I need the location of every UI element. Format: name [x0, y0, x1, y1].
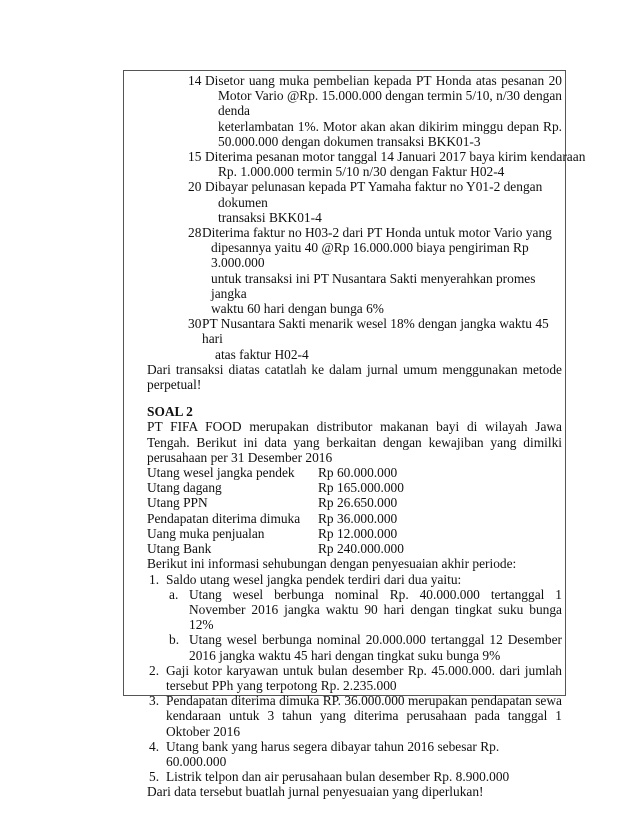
sub-list-text: Utang wesel berbunga nominal Rp. 40.000.000 tertanggal 1 November 2016 jangka waktu 90 hari dengan tingkat suku bunga 12% — [189, 586, 562, 633]
account-row — [147, 541, 562, 556]
transaction-line: Diterima pesanan motor tanggal 14 Januari 2017 baya kirim kendaraan — [205, 149, 586, 165]
account-row — [147, 480, 562, 495]
transaction-line: Motor Vario @Rp. 15.000.000 dengan termin 5/10, n/30 dengan denda — [218, 88, 562, 119]
list-item — [147, 769, 562, 784]
account-amount: Rp 240.000.000 — [318, 541, 404, 557]
transaction-line: transaksi BKK01-4 — [218, 209, 322, 225]
transaction-item — [147, 179, 562, 225]
transaction-day: 20 — [188, 179, 202, 195]
account-name: Utang dagang — [147, 480, 222, 496]
sub-list-letter: a. — [169, 586, 179, 602]
account-amount: Rp 36.000.000 — [318, 510, 398, 526]
account-name: Utang Bank — [147, 541, 212, 557]
account-amount: Rp 165.000.000 — [318, 480, 404, 496]
section-intro: PT FIFA FOOD merupakan distributor makanan bayi di wilayah Jawa Tengah. Berikut ini data yang berkaitan dengan kewajiban yang dimilki perusahaan per 31 Desember 2016 — [147, 419, 562, 465]
sub-list-item — [147, 587, 562, 633]
transaction-line: dipesannya yaitu 40 @Rp 16.000.000 biaya pengiriman Rp 3.000.000 — [211, 240, 529, 271]
transaction-item — [147, 225, 562, 316]
transaction-line: dokumen — [218, 194, 268, 210]
instruction-text: Dari transaksi diatas catatlah ke dalam jurnal umum menggunakan metode perpetual! — [147, 361, 562, 393]
transaction-line: keterlambatan 1%. Motor akan akan dikirim minggu depan Rp. — [218, 118, 562, 134]
closing-instruction: Dari data tersebut buatlah jurnal penyesuaian yang diperlukan! — [147, 784, 484, 800]
document-content — [147, 73, 586, 800]
list-text: Saldo utang wesel jangka pendek terdiri dari dua yaitu: — [166, 571, 462, 587]
list-item — [147, 663, 562, 693]
account-name: Pendapatan diterima dimuka — [147, 510, 301, 526]
account-amount: Rp 26.650.000 — [318, 495, 398, 511]
list-item — [147, 693, 562, 739]
transaction-line: PT Nusantara Sakti menarik wesel 18% dengan jangka waktu 45 hari — [202, 316, 549, 347]
account-row — [147, 526, 562, 541]
transaction-day: 15 — [188, 149, 202, 165]
list-item — [147, 739, 562, 769]
list-number: 5. — [149, 769, 160, 785]
list-text: Pendapatan diterima dimuka RP. 36.000.000 merupakan pendapatan sewa kendaraan untuk 3 tahun yang diterima perusahaan pada tanggal 1 Oktober 2016 — [166, 693, 562, 739]
list-text: Gaji kotor karyawan untuk bulan desember Rp. 45.000.000. dari jumlah tersebut PPh yang terpotong Rp. 2.235.000 — [166, 662, 562, 693]
transaction-line: Disetor uang muka pembelian kepada PT Honda atas pesanan 20 — [205, 73, 562, 88]
transaction-day: 14 — [188, 73, 202, 88]
transaction-item — [147, 149, 586, 180]
transaction-day: 30 — [188, 316, 202, 332]
transaction-day: 28 — [188, 225, 202, 241]
list-item — [147, 572, 562, 587]
list-number: 2. — [149, 662, 160, 678]
transaction-line: atas faktur H02-4 — [215, 346, 309, 362]
account-list — [147, 465, 562, 556]
list-number: 3. — [149, 693, 160, 709]
section-title: SOAL 2 — [147, 404, 193, 420]
transaction-line: untuk transaksi ini PT Nusantara Sakti menyerahkan promes jangka — [211, 270, 536, 301]
account-row — [147, 465, 562, 480]
account-name: Utang PPN — [147, 495, 208, 511]
info-intro: Berikut ini informasi sehubungan dengan penyesuaian akhir periode: — [147, 556, 517, 572]
transaction-line: 50.000.000 dengan dokumen transaksi BKK01-3 — [218, 133, 481, 149]
account-row — [147, 495, 562, 510]
account-row — [147, 511, 562, 526]
transaction-item — [147, 73, 562, 149]
transaction-line: Dibayar pelunasan kepada PT Yamaha faktur no Y01-2 dengan — [205, 179, 543, 195]
sub-list-text: Utang wesel berbunga nominal 20.000.000 tertanggal 12 Desember 2016 jangka waktu 45 hari dengan tingkat suku bunga 9% — [189, 632, 562, 663]
list-text: Listrik telpon dan air perusahaan bulan desember Rp. 8.900.000 — [166, 769, 510, 785]
list-number: 1. — [149, 571, 160, 587]
list-text: Utang bank yang harus segera dibayar tahun 2016 sebesar Rp. 60.000.000 — [166, 738, 500, 769]
transaction-line: Diterima faktur no H03-2 dari PT Honda untuk motor Vario yang — [202, 225, 552, 241]
transaction-line: waktu 60 hari dengan bunga 6% — [211, 301, 384, 317]
account-name: Uang muka penjualan — [147, 525, 265, 541]
sub-list-item — [147, 632, 562, 662]
sub-list-letter: b. — [169, 632, 180, 648]
account-name: Utang wesel jangka pendek — [147, 465, 295, 481]
transaction-item — [147, 316, 562, 362]
account-amount: Rp 60.000.000 — [318, 465, 398, 481]
list-number: 4. — [149, 738, 160, 754]
account-amount: Rp 12.000.000 — [318, 525, 398, 541]
transaction-line: Rp. 1.000.000 termin 5/10 n/30 dengan Faktur H02-4 — [218, 164, 505, 180]
